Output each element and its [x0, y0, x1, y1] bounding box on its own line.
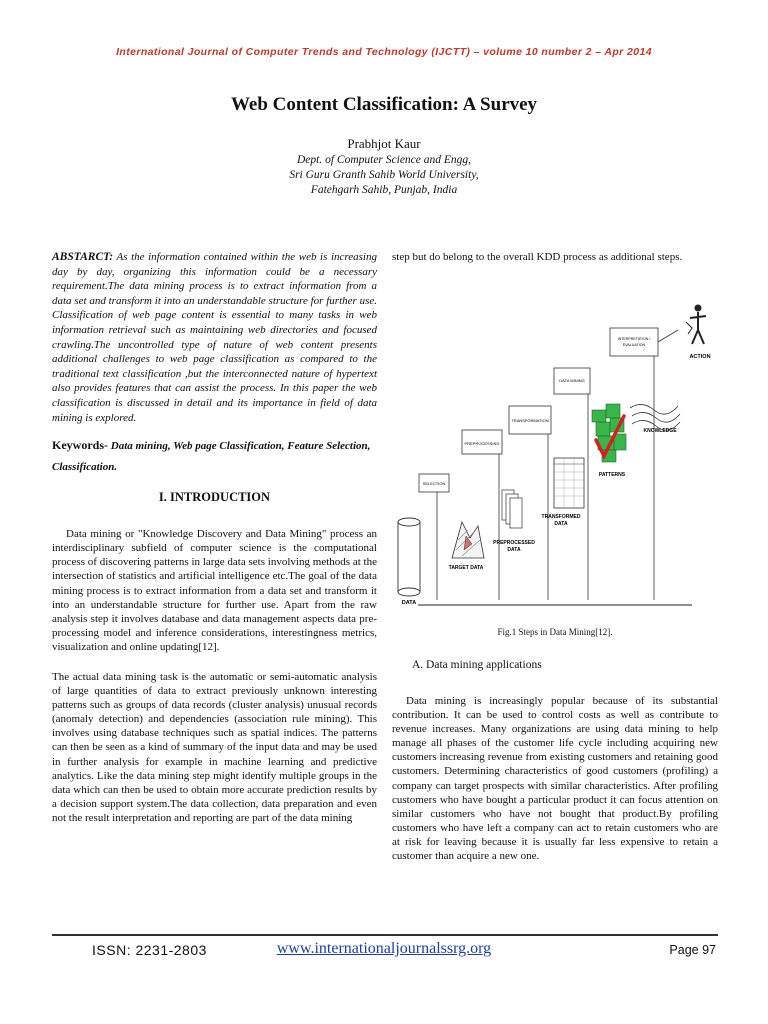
step-label-interpretation-1: INTERPRETATION /: [617, 337, 651, 341]
step-label-preprocessing: PREPROCESSING: [464, 441, 500, 446]
section-heading-introduction: I. INTRODUCTION: [158, 490, 271, 505]
kdd-steps-figure: [392, 300, 718, 615]
target-data-pile-icon: [452, 522, 484, 558]
intro-paragraph-1: Data mining or "Knowledge Discovery and Data Mining" process an interdisciplinary subfield of computer science is the computational process of discovering patterns in large data sets involving methods at the intersection of statistics and artificial intelligence etc.The goal of the data mining process is to extract information from a data set and transform it into an understandable structure for further use. Apart from the raw analysis step it involves database and data management aspects data pre-processing model and inference considerations, interestingness metrics, visualization and online updating[12].: [52, 528, 377, 653]
right-column-top: [392, 250, 718, 264]
label-transformed-data-2: DATA: [554, 521, 568, 527]
preprocessed-data-stack-icon: [502, 490, 522, 528]
label-patterns: PATTERNS: [598, 472, 626, 478]
database-cylinder-icon: [398, 518, 420, 596]
step-label-transformation: TRANSFORMATION: [511, 418, 549, 423]
abstract: [52, 250, 377, 425]
label-target-data: TARGET DATA: [448, 565, 484, 571]
person-action-icon: [686, 305, 706, 345]
affiliation-line: Sri Guru Granth Sahib World University,: [289, 169, 479, 181]
intro-continuation: step but do belong to the overall KDD process as additional steps.: [392, 251, 683, 263]
label-data: DATA: [401, 600, 417, 606]
step-label-selection: SELECTION: [422, 481, 446, 486]
footer-website-link[interactable]: www.internationaljournalssrg.org: [276, 940, 492, 957]
footer-page-number: Page 97: [669, 943, 716, 957]
label-knowledge: KNOWLEDGE: [643, 428, 677, 434]
left-column: [52, 250, 377, 825]
label-preprocessed-data-1: PREPROCESSED: [493, 540, 535, 546]
author-affiliation: [0, 153, 768, 198]
affiliation-line: Dept. of Computer Science and Engg,: [296, 154, 472, 166]
abstract-text: As the information contained within the web is increasing day by day, organizing this information could be a necessary requirement.The data mining process is to extract information from a data set and transform it into an understandable structure for further use. Classification of web page content is essential to many tasks in web information retrieval such as maintaining web directories and focused crawling.The uncontrolled type of nature of web content presents additional challenges to web page classification as compared to the traditional text classification ,but the interconnected nature of hypertext also provides features that can assist the process. In this paper the web classification is discussed in detail and its importance in field of data mining is explored.: [52, 251, 377, 424]
step-label-data-mining: DATA MINING: [559, 378, 585, 383]
intro-paragraph-2: The actual data mining task is the automatic or semi-automatic analysis of large quantities of data to extract previously unknown interesting patterns such as groups of data records (cluster analysis) unusual records (anomaly detection) and dependencies (association rule mining). This involves using database techniques such as spatial indices. The patterns can then be seen as a kind of summary of the input data and may be used in further analysis for example in machine learning and predictive analytics. Like the data mining step might identify multiple groups in the data which can then be used to obtain more accurate prediction results by a decision support system.The data collection, data preparation and even not the result interpretation and reporting are part of the data mining: [52, 670, 377, 824]
label-action: ACTION: [689, 354, 711, 360]
keywords-text: Data mining, Web page Classification, Feature Selection, Classification.: [52, 440, 371, 474]
label-preprocessed-data-2: DATA: [507, 547, 521, 553]
footer-divider: [52, 934, 718, 936]
paper-title: Web Content Classification: A Survey: [230, 94, 538, 115]
step-box-interpretation: [610, 328, 658, 356]
applications-body: [392, 694, 718, 863]
figure-caption: Fig.1 Steps in Data Mining[12].: [497, 627, 613, 637]
knowledge-icon: [630, 404, 680, 430]
keywords-label: Keywords-: [52, 438, 108, 453]
transformed-data-table-icon: [554, 458, 584, 508]
label-transformed-data-1: TRANSFORMED: [541, 514, 581, 520]
abstract-label: ABSTARCT:: [52, 251, 114, 263]
affiliation-line: Fatehgarh Sahib, Punjab, India: [310, 184, 458, 196]
footer-issn: ISSN: 2231-2803: [92, 942, 207, 958]
step-label-interpretation-2: EVALUATION: [622, 343, 646, 347]
keywords: [52, 435, 377, 478]
patterns-icon: [592, 404, 626, 462]
subsection-heading-applications: A. Data mining applications: [412, 659, 542, 671]
applications-paragraph: Data mining is increasingly popular because of its substantial contribution. It can be used to control costs as well as contribute to revenue increases. Many organizations are using data mining to help manage all phases of the customer life cycle including acquiring new customers increasing revenue from existing customers and retaining good customers. Determining characteristics of good customers (profiling) a company can target prospects with similar characteristics. After profiling customers who have bought a particular product it can focus attention on similar customers who have not bought that product.By profiling customers who have left a company can act to retain customers who are at risk for leaving because it is usually far less expensive to retain a customer than acquire a new one.: [392, 695, 718, 863]
journal-header: International Journal of Computer Trends and Technology (IJCTT) – volume 10 number 2 – Apr 2014: [116, 46, 652, 58]
author-name: Prabhjot Kaur: [347, 136, 421, 151]
